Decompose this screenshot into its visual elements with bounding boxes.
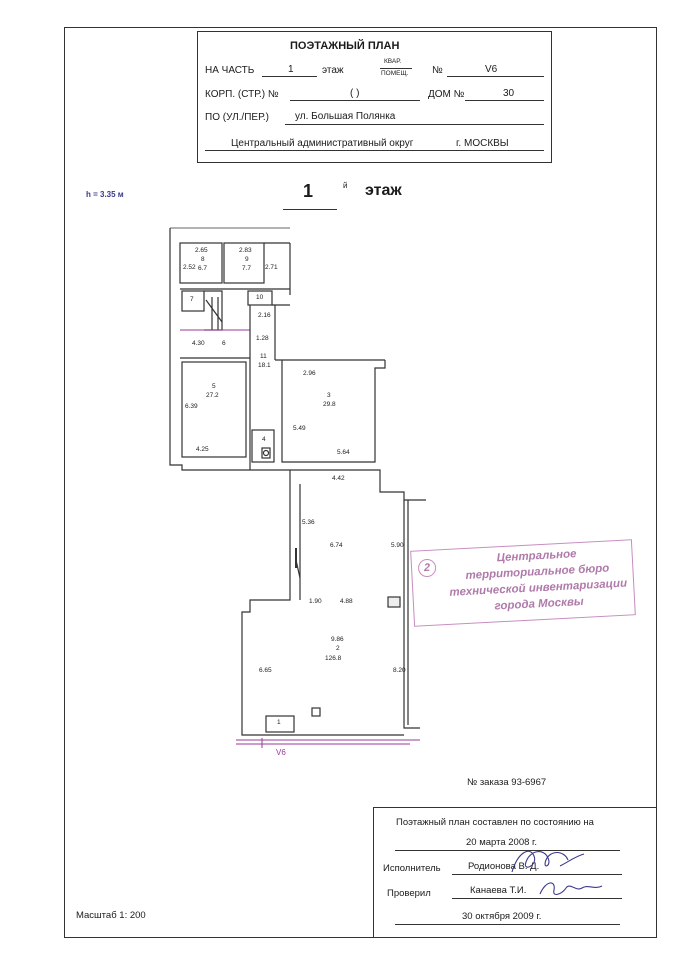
plan-label-r6-w: 4.30 bbox=[192, 340, 205, 347]
na-chast-label: НА ЧАСТЬ bbox=[205, 65, 255, 76]
plan-label-r9-a: 7.7 bbox=[242, 265, 252, 272]
plan-label-r5-h: 6.39 bbox=[185, 403, 198, 410]
plan-label-d442: 4.42 bbox=[332, 475, 345, 482]
plan-label-d536: 5.36 bbox=[302, 519, 315, 526]
plan-label-d674: 6.74 bbox=[330, 542, 343, 549]
street-value: ул. Большая Полянка bbox=[295, 111, 396, 122]
pomesch-label: ПОМЕЩ. bbox=[381, 70, 409, 77]
order-number: № заказа 93-6967 bbox=[467, 777, 547, 788]
plan-title: ПОЭТАЖНЫЙ ПЛАН bbox=[290, 40, 400, 52]
plan-label-r8-a: 6.7 bbox=[198, 265, 208, 272]
plan-label-d590: 5.90 bbox=[391, 542, 404, 549]
stamp-line-1: Центральное bbox=[496, 548, 577, 565]
plan-label-d128: 1.28 bbox=[256, 335, 269, 342]
plan-label-r5-a: 27.2 bbox=[206, 392, 219, 399]
floor-title-word: этаж bbox=[365, 182, 402, 199]
stamp-line-4: города Москвы bbox=[494, 595, 584, 613]
plan-label-r9-h: 2.71 bbox=[265, 264, 278, 271]
plan-label-r7-n: 7 bbox=[190, 296, 194, 303]
plan-label-r3-w: 2.96 bbox=[303, 370, 316, 377]
plan-label-r11-n: 11 bbox=[260, 353, 267, 360]
scale-label: Масштаб 1: 200 bbox=[76, 910, 146, 921]
plan-label-r6-n: 6 bbox=[222, 340, 226, 347]
plan-label-r8-w: 2.65 bbox=[195, 247, 208, 254]
footer-line1: Поэтажный план составлен по состоянию на bbox=[396, 817, 594, 828]
plan-label-r5-w: 4.25 bbox=[196, 446, 209, 453]
district-value: Центральный административный округ bbox=[231, 138, 414, 149]
plan-label-d488: 4.88 bbox=[340, 598, 353, 605]
plan-label-r10-n: 10 bbox=[256, 294, 264, 301]
korp-value: ( ) bbox=[350, 88, 360, 99]
plan-label-r9-n: 9 bbox=[245, 256, 249, 263]
plan-label-r8-n: 8 bbox=[201, 256, 205, 263]
plan-label-r8-h: 2.52 bbox=[183, 264, 196, 271]
plan-label-d820: 8.20 bbox=[393, 667, 406, 674]
street-label: ПО (УЛ./ПЕР.) bbox=[205, 112, 269, 123]
plan-label-d190: 1.90 bbox=[309, 598, 322, 605]
floor-title-suffix: й bbox=[343, 181, 348, 190]
bti-stamp bbox=[410, 539, 636, 627]
plan-label-r1-n: 1 bbox=[277, 719, 281, 726]
plan-label-r9-w: 2.83 bbox=[239, 247, 252, 254]
executor-name: Родионова В. Д. bbox=[468, 861, 540, 872]
plan-label-r11-a: 18.1 bbox=[258, 362, 271, 369]
checker-label: Проверил bbox=[387, 888, 431, 899]
plan-label-r4-n: 4 bbox=[262, 436, 266, 443]
stamp-line-3: технической инвентаризации bbox=[449, 577, 628, 599]
plan-label-d216: 2.16 bbox=[258, 312, 271, 319]
kvar-label: КВАР. bbox=[384, 58, 402, 65]
unit-value: V6 bbox=[485, 64, 498, 75]
floor-value: 1 bbox=[288, 64, 294, 75]
checker-signature bbox=[536, 874, 606, 904]
plan-label-d986: 9.86 bbox=[331, 636, 344, 643]
city-value: г. МОСКВЫ bbox=[456, 138, 509, 149]
plan-label-r2-n: 2 bbox=[336, 645, 340, 652]
plan-label-r3-a: 29.8 bbox=[323, 401, 336, 408]
dom-label: ДОМ № bbox=[428, 89, 465, 100]
footer-date1: 20 марта 2008 г. bbox=[466, 837, 537, 848]
no-label: № bbox=[432, 65, 443, 76]
floor-title-number: 1 bbox=[303, 181, 314, 201]
checker-name: Канаева Т.И. bbox=[470, 885, 527, 896]
footer-date2: 30 октября 2009 г. bbox=[462, 911, 542, 922]
stamp-number: 2 bbox=[418, 559, 437, 578]
executor-label: Исполнитель bbox=[383, 863, 441, 874]
plan-label-d665: 6.65 bbox=[259, 667, 272, 674]
stamp-line-2: территориальное бюро bbox=[465, 562, 610, 582]
dom-value: 30 bbox=[503, 88, 515, 99]
plan-label-r2-a: 126.8 bbox=[325, 655, 342, 662]
plan-label-r3-w2: 5.64 bbox=[337, 449, 350, 456]
plan-label-r5-n: 5 bbox=[212, 383, 216, 390]
height-label: h = 3.35 м bbox=[86, 190, 124, 199]
entrance-label: V6 bbox=[276, 748, 286, 757]
korp-label: КОРП. (СТР.) № bbox=[205, 89, 279, 100]
plan-label-r3-h: 5.49 bbox=[293, 425, 306, 432]
floor-word: этаж bbox=[322, 65, 344, 76]
plan-label-r3-n: 3 bbox=[327, 392, 331, 399]
